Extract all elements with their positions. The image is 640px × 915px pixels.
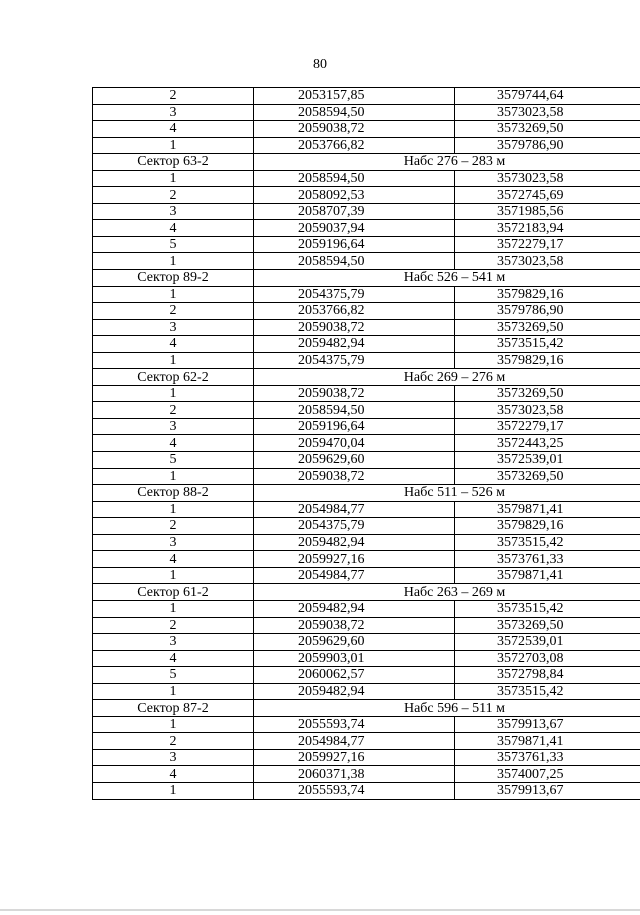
y-coordinate: 3572745,69 (455, 187, 640, 204)
point-row (93, 352, 640, 369)
sector-label: Сектор 89-2 (93, 270, 254, 287)
point-row (93, 749, 640, 766)
point-row (93, 501, 640, 518)
point-number: 1 (93, 385, 254, 402)
y-coordinate: 3572279,17 (455, 418, 640, 435)
y-coordinate: 3579871,41 (455, 501, 640, 518)
point-row (93, 600, 640, 617)
y-coordinate: 3572279,17 (455, 236, 640, 253)
point-number: 2 (93, 187, 254, 204)
point-number: 1 (93, 782, 254, 799)
x-coordinate: 2053766,82 (254, 303, 455, 320)
sector-label: Сектор 62-2 (93, 369, 254, 386)
point-number: 4 (93, 336, 254, 353)
x-coordinate: 2059629,60 (254, 452, 455, 469)
point-number: 1 (93, 501, 254, 518)
point-row (93, 683, 640, 700)
point-row (93, 733, 640, 750)
point-row (93, 551, 640, 568)
point-number: 3 (93, 418, 254, 435)
x-coordinate: 2059038,72 (254, 617, 455, 634)
point-number: 1 (93, 683, 254, 700)
x-coordinate: 2059927,16 (254, 749, 455, 766)
point-number: 4 (93, 121, 254, 138)
sector-header-row (93, 700, 640, 717)
y-coordinate: 3573515,42 (455, 534, 640, 551)
point-number: 1 (93, 137, 254, 154)
x-coordinate: 2054984,77 (254, 501, 455, 518)
y-coordinate: 3579786,90 (455, 137, 640, 154)
scan-edge-line (0, 909, 640, 911)
point-number: 3 (93, 203, 254, 220)
point-number: 1 (93, 352, 254, 369)
x-coordinate: 2059482,94 (254, 600, 455, 617)
point-number: 2 (93, 617, 254, 634)
y-coordinate: 3572539,01 (455, 452, 640, 469)
point-row (93, 104, 640, 121)
sector-label: Сектор 88-2 (93, 485, 254, 502)
point-row (93, 319, 640, 336)
sector-height-range: Набс 511 – 526 м (254, 485, 640, 502)
x-coordinate: 2054984,77 (254, 567, 455, 584)
x-coordinate: 2059038,72 (254, 385, 455, 402)
y-coordinate: 3579786,90 (455, 303, 640, 320)
x-coordinate: 2054375,79 (254, 352, 455, 369)
point-number: 2 (93, 303, 254, 320)
point-row (93, 418, 640, 435)
sector-header-row (93, 485, 640, 502)
y-coordinate: 3571985,56 (455, 203, 640, 220)
point-row (93, 203, 640, 220)
y-coordinate: 3573515,42 (455, 600, 640, 617)
point-row (93, 650, 640, 667)
y-coordinate: 3573023,58 (455, 104, 640, 121)
point-row (93, 617, 640, 634)
point-row (93, 435, 640, 452)
point-row (93, 518, 640, 535)
point-number: 2 (93, 402, 254, 419)
point-row (93, 634, 640, 651)
point-number: 1 (93, 170, 254, 187)
y-coordinate: 3573023,58 (455, 170, 640, 187)
coordinates-table-body (93, 88, 640, 800)
x-coordinate: 2059196,64 (254, 418, 455, 435)
point-number: 5 (93, 452, 254, 469)
x-coordinate: 2055593,74 (254, 716, 455, 733)
y-coordinate: 3573761,33 (455, 551, 640, 568)
x-coordinate: 2058594,50 (254, 104, 455, 121)
page-number: 80 (313, 57, 327, 72)
sector-height-range: Набс 263 – 269 м (254, 584, 640, 601)
y-coordinate: 3572539,01 (455, 634, 640, 651)
x-coordinate: 2060371,38 (254, 766, 455, 783)
point-number: 3 (93, 534, 254, 551)
point-row (93, 766, 640, 783)
point-number: 3 (93, 749, 254, 766)
x-coordinate: 2059037,94 (254, 220, 455, 237)
y-coordinate: 3572703,08 (455, 650, 640, 667)
x-coordinate: 2058594,50 (254, 170, 455, 187)
x-coordinate: 2059482,94 (254, 336, 455, 353)
point-number: 1 (93, 716, 254, 733)
point-number: 1 (93, 600, 254, 617)
point-number: 4 (93, 435, 254, 452)
sector-header-row (93, 584, 640, 601)
y-coordinate: 3573023,58 (455, 253, 640, 270)
sector-label: Сектор 61-2 (93, 584, 254, 601)
x-coordinate: 2058594,50 (254, 402, 455, 419)
sector-height-range: Набс 526 – 541 м (254, 270, 640, 287)
sector-header-row (93, 369, 640, 386)
coordinates-table (92, 87, 640, 800)
sector-label: Сектор 87-2 (93, 700, 254, 717)
y-coordinate: 3579829,16 (455, 286, 640, 303)
x-coordinate: 2059629,60 (254, 634, 455, 651)
point-number: 4 (93, 650, 254, 667)
point-row (93, 402, 640, 419)
y-coordinate: 3579913,67 (455, 782, 640, 799)
point-number: 1 (93, 468, 254, 485)
x-coordinate: 2059196,64 (254, 236, 455, 253)
x-coordinate: 2059470,04 (254, 435, 455, 452)
point-number: 5 (93, 667, 254, 684)
x-coordinate: 2059927,16 (254, 551, 455, 568)
y-coordinate: 3573269,50 (455, 468, 640, 485)
point-number: 1 (93, 567, 254, 584)
x-coordinate: 2059482,94 (254, 534, 455, 551)
y-coordinate: 3573023,58 (455, 402, 640, 419)
point-number: 1 (93, 253, 254, 270)
point-row (93, 220, 640, 237)
point-row (93, 567, 640, 584)
sector-header-row (93, 270, 640, 287)
point-row (93, 236, 640, 253)
point-row (93, 88, 640, 105)
point-row (93, 534, 640, 551)
point-row (93, 452, 640, 469)
y-coordinate: 3573269,50 (455, 319, 640, 336)
y-coordinate: 3573269,50 (455, 121, 640, 138)
y-coordinate: 3573515,42 (455, 683, 640, 700)
y-coordinate: 3579744,64 (455, 88, 640, 105)
point-row (93, 303, 640, 320)
y-coordinate: 3579829,16 (455, 518, 640, 535)
x-coordinate: 2058092,53 (254, 187, 455, 204)
sector-header-row (93, 154, 640, 171)
y-coordinate: 3579829,16 (455, 352, 640, 369)
y-coordinate: 3579913,67 (455, 716, 640, 733)
point-number: 4 (93, 766, 254, 783)
x-coordinate: 2055593,74 (254, 782, 455, 799)
y-coordinate: 3574007,25 (455, 766, 640, 783)
point-row (93, 170, 640, 187)
x-coordinate: 2053766,82 (254, 137, 455, 154)
point-row (93, 187, 640, 204)
point-row (93, 121, 640, 138)
point-number: 4 (93, 220, 254, 237)
y-coordinate: 3573269,50 (455, 385, 640, 402)
y-coordinate: 3572183,94 (455, 220, 640, 237)
x-coordinate: 2060062,57 (254, 667, 455, 684)
y-coordinate: 3579871,41 (455, 733, 640, 750)
point-number: 2 (93, 88, 254, 105)
sector-height-range: Набс 276 – 283 м (254, 154, 640, 171)
y-coordinate: 3573761,33 (455, 749, 640, 766)
point-row (93, 468, 640, 485)
x-coordinate: 2059482,94 (254, 683, 455, 700)
point-row (93, 286, 640, 303)
x-coordinate: 2054984,77 (254, 733, 455, 750)
point-number: 1 (93, 286, 254, 303)
sector-height-range: Набс 596 – 511 м (254, 700, 640, 717)
x-coordinate: 2054375,79 (254, 286, 455, 303)
y-coordinate: 3573269,50 (455, 617, 640, 634)
point-row (93, 667, 640, 684)
point-number: 3 (93, 319, 254, 336)
point-row (93, 253, 640, 270)
x-coordinate: 2059038,72 (254, 319, 455, 336)
x-coordinate: 2054375,79 (254, 518, 455, 535)
point-row (93, 137, 640, 154)
y-coordinate: 3573515,42 (455, 336, 640, 353)
sector-height-range: Набс 269 – 276 м (254, 369, 640, 386)
point-number: 3 (93, 104, 254, 121)
point-row (93, 716, 640, 733)
point-number: 5 (93, 236, 254, 253)
sector-label: Сектор 63-2 (93, 154, 254, 171)
x-coordinate: 2059903,01 (254, 650, 455, 667)
point-row (93, 385, 640, 402)
point-row (93, 782, 640, 799)
x-coordinate: 2058707,39 (254, 203, 455, 220)
y-coordinate: 3572798,84 (455, 667, 640, 684)
point-number: 3 (93, 634, 254, 651)
point-number: 2 (93, 733, 254, 750)
x-coordinate: 2059038,72 (254, 121, 455, 138)
y-coordinate: 3572443,25 (455, 435, 640, 452)
point-row (93, 336, 640, 353)
x-coordinate: 2059038,72 (254, 468, 455, 485)
y-coordinate: 3579871,41 (455, 567, 640, 584)
x-coordinate: 2053157,85 (254, 88, 455, 105)
point-number: 4 (93, 551, 254, 568)
point-number: 2 (93, 518, 254, 535)
x-coordinate: 2058594,50 (254, 253, 455, 270)
